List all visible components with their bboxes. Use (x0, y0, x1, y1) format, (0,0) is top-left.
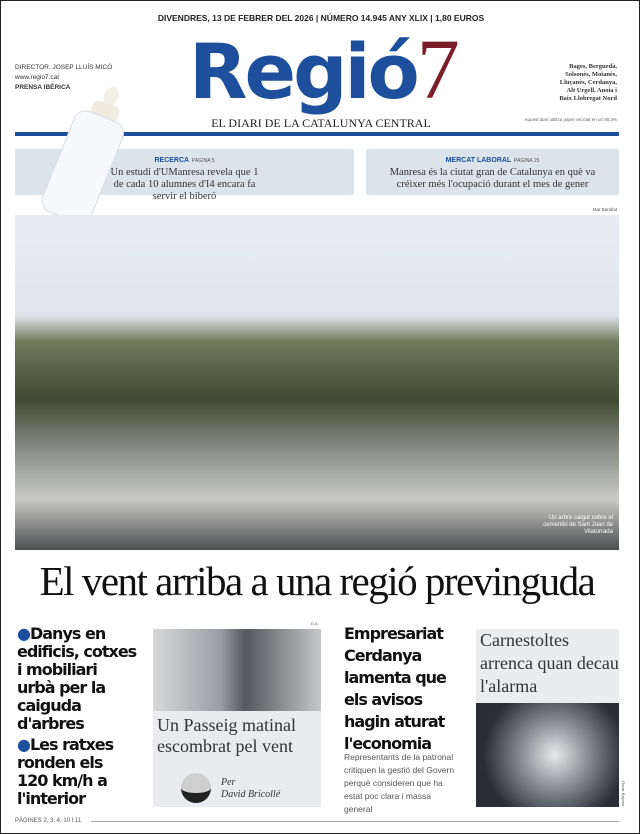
region-line: Bages, Berguedà, (569, 63, 617, 70)
newspaper-logo: Regió7 (189, 21, 457, 117)
carnival-title: Carnestoltes arrenca quan decau l'alarma (480, 630, 619, 696)
main-headline[interactable]: El vent arriba a una regió previnguda (39, 558, 595, 604)
teaser-text: Un estudi d'UManresa revela que 1 de cada 10 alumnes d'I4 encara fa servir el biberó (110, 167, 259, 202)
economy-summary: Representants de la patronal critiquen la gestió del Govern perquè consideren que ha estat poc clara i massa general (344, 752, 455, 814)
carnival-box[interactable] (476, 629, 619, 805)
teaser-text: Manresa és la ciutat gran de Catalunya en què va créixer més l'ocupació durant el mes de gener (389, 167, 596, 190)
photo-caption: Un arbre caigut sobre el cementiri de Sant Joan de Vilatorrada (543, 515, 613, 535)
footer-rule (91, 821, 619, 822)
photo-credit: Mar Barallat (592, 207, 617, 212)
byline-prefix: Per (221, 777, 236, 788)
director: DIRECTOR: JOSEP LLUÍS MICÓ (15, 64, 113, 71)
carnival-photo (476, 703, 619, 807)
dateline: DIVENDRES, 13 DE FEBRER DEL 2026 | NÚMERO 14.945 ANY XLIX | 1,80 EUROS (157, 13, 485, 23)
photo-credit: D.A. (311, 621, 319, 626)
region-line: Lluçanès, Cerdanya, (559, 79, 617, 86)
opinion-photo (153, 629, 321, 711)
website-link[interactable]: www.regio7.cat (15, 74, 60, 81)
region-line: Baix Llobregat Nord (559, 95, 617, 102)
author-name: David Bricollé (221, 789, 281, 800)
region-line: Alt Urgell, Anoia i (566, 87, 617, 94)
opinion-box[interactable] (153, 629, 321, 807)
publisher: PRENSA IBÈRICA (15, 84, 71, 91)
recycled-note: Aquest diari utilitza paper reciclat en un 80,3% (524, 117, 617, 122)
teaser-page: PÀGINA 5 (191, 158, 215, 164)
teaser-mercat-laboral[interactable] (366, 149, 619, 195)
economy-headline[interactable]: Empresariat Cerdanya lamenta que els avisos hagin aturat l'economia (344, 624, 446, 753)
bullet-item: ●Danys en edificis, cotxes i mobiliari urbà per la caiguda d'arbres (17, 624, 137, 733)
byline (221, 777, 280, 801)
baby-bottle-image (41, 79, 131, 224)
regions (559, 63, 617, 103)
teaser-kicker: RECERCA (154, 157, 190, 164)
teaser-page: PÀGINA 25 (513, 158, 540, 164)
main-photo[interactable] (15, 215, 619, 550)
tagline: EL DIARI DE LA CATALUNYA CENTRAL (211, 116, 431, 130)
author-avatar (181, 773, 211, 803)
photo-credit: Oscar Bayona (621, 781, 626, 807)
bullet-item: ●Les ratxes ronden els 120 km/h a l'interior (17, 735, 114, 808)
page-reference: PÀGINES 2, 3, 4, 10 I 11 (15, 818, 82, 824)
opinion-title: Un Passeig matinal escombrat pel vent (157, 715, 296, 756)
teaser-kicker: MERCAT LABORAL (445, 157, 512, 164)
region-line: Solsonès, Moianès, (565, 71, 617, 78)
